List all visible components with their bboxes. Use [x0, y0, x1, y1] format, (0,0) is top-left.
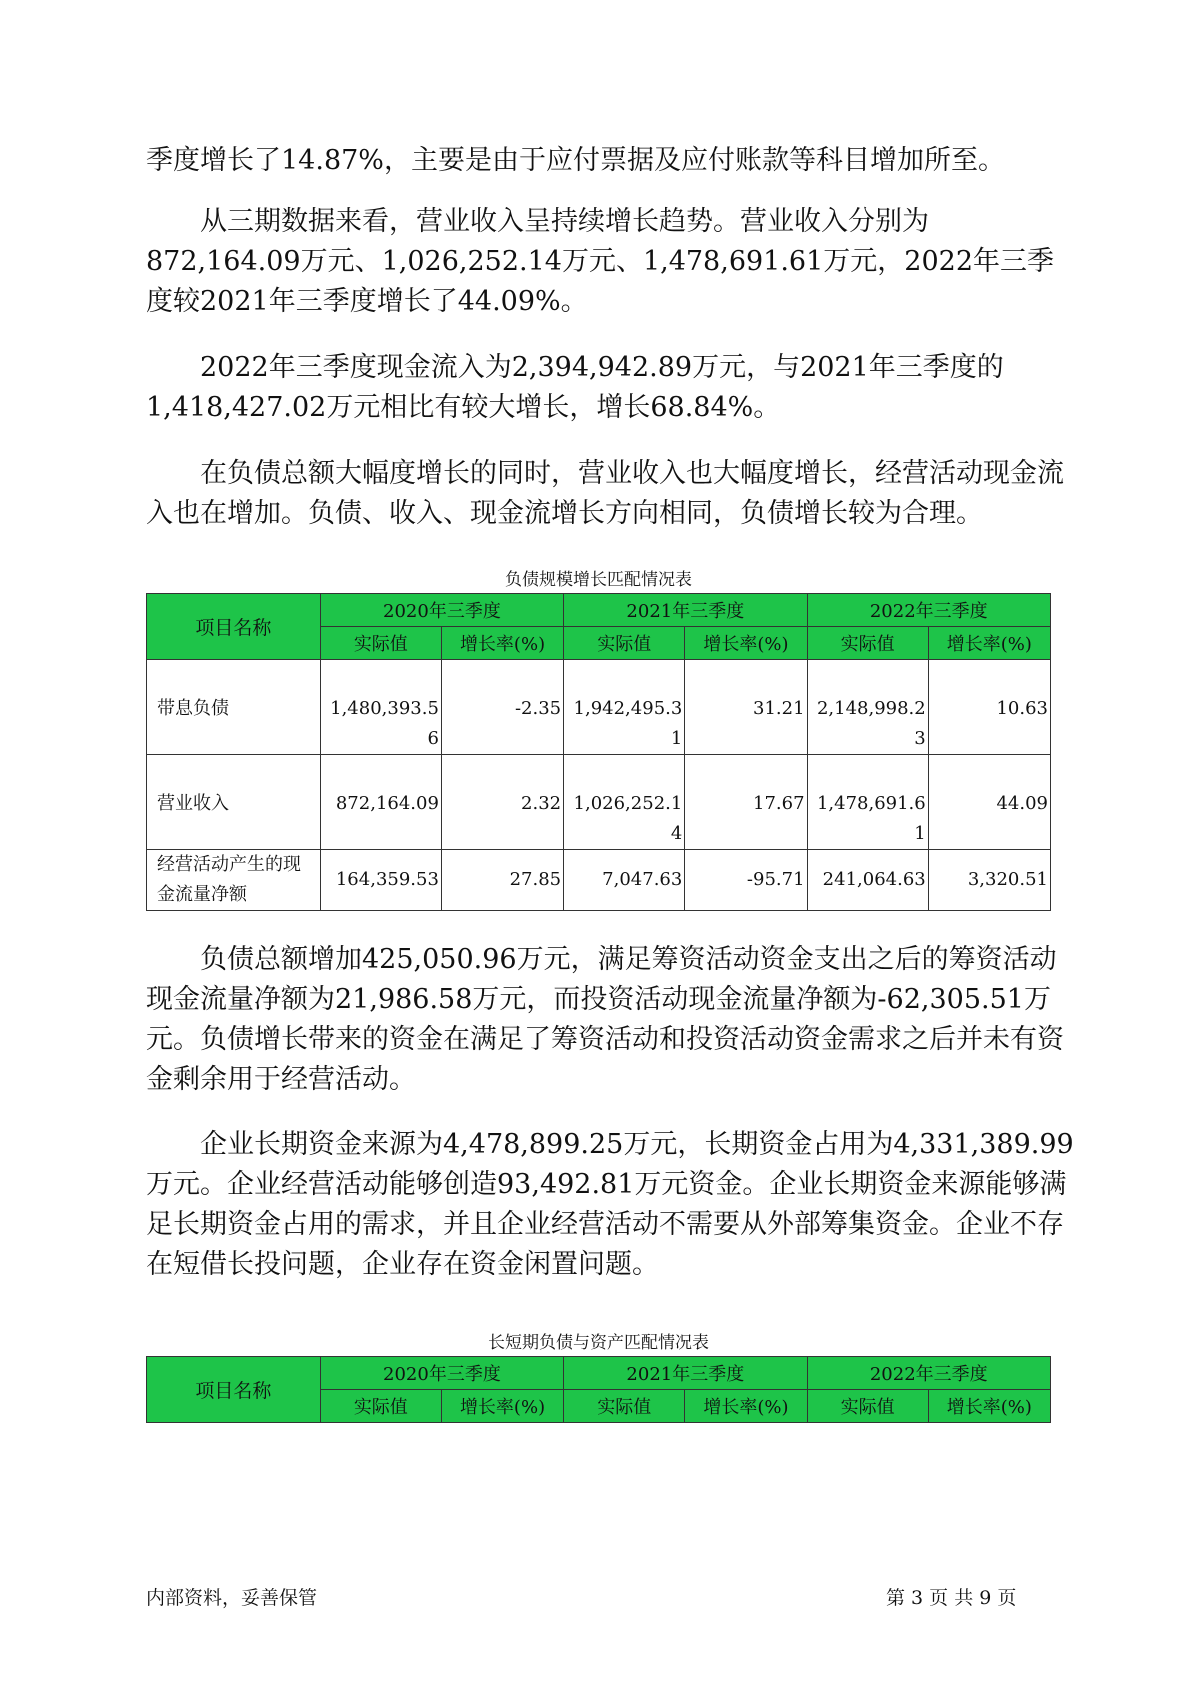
paragraph-continuation: 季度增长了14.87%，主要是由于应付票据及应付账款等科目增加所至。: [146, 145, 1005, 176]
header-period-2021: 2021年三季度: [564, 594, 807, 627]
cell-value: 1,480,393.56: [320, 660, 441, 755]
cell-value: 27.85: [441, 850, 563, 911]
header-actual: 实际值: [320, 627, 441, 660]
header-period-2022: 2022年三季度: [807, 1357, 1050, 1390]
cell-value: 7,047.63: [564, 850, 685, 911]
header-actual: 实际值: [807, 627, 928, 660]
cell-value: 31.21: [685, 660, 807, 755]
cell-value: 1,478,691.61: [807, 755, 928, 850]
header-item-name: 项目名称: [147, 1357, 321, 1423]
cell-value: 2.32: [441, 755, 563, 850]
header-growth: 增长率(%): [928, 1390, 1050, 1423]
debt-scale-table: [146, 593, 1051, 911]
cell-value: 241,064.63: [807, 850, 928, 911]
header-actual: 实际值: [564, 1390, 685, 1423]
cell-value: 44.09: [928, 755, 1050, 850]
paragraph-debt-funding: 负债总额增加425,050.96万元，满足筹资活动资金支出之后的筹资活动现金流量净额为21,986.58万元，而投资活动现金流量净额为-62,305.51万元。负债增长带来的资金在满足了筹资活动和投资活动资金需求之后并未有资金剩余用于经营活动。: [146, 944, 1064, 1095]
header-period-2021: 2021年三季度: [564, 1357, 807, 1390]
table-row: [147, 660, 1051, 755]
row-label: 营业收入: [147, 755, 321, 850]
header-period-2020: 2020年三季度: [320, 1357, 563, 1390]
cell-value: -95.71: [685, 850, 807, 911]
header-growth: 增长率(%): [685, 627, 807, 660]
cell-value: 2,148,998.23: [807, 660, 928, 755]
cell-value: 1,942,495.31: [564, 660, 685, 755]
table-row: [147, 850, 1051, 911]
header-growth: 增长率(%): [441, 1390, 563, 1423]
table-row: [147, 755, 1051, 850]
header-actual: 实际值: [320, 1390, 441, 1423]
header-actual: 实际值: [807, 1390, 928, 1423]
cell-value: 10.63: [928, 660, 1050, 755]
header-period-2020: 2020年三季度: [320, 594, 563, 627]
cell-value: 1,026,252.14: [564, 755, 685, 850]
cell-value: 3,320.51: [928, 850, 1050, 911]
cell-value: 17.67: [685, 755, 807, 850]
cell-value: 164,359.53: [320, 850, 441, 911]
header-growth: 增长率(%): [441, 627, 563, 660]
paragraph-long-term-funds: 企业长期资金来源为4,478,899.25万元，长期资金占用为4,331,389.99万元。企业经营活动能够创造93,492.81万元资金。企业长期资金来源能够满足长期资金占用的需求，并且企业经营活动不需要从外部筹集资金。企业不存在短借长投问题，企业存在资金闲置问题。: [146, 1129, 1074, 1280]
row-label: 带息负债: [147, 660, 321, 755]
paragraph-debt-growth: 在负债总额大幅度增长的同时，营业收入也大幅度增长，经营活动现金流入也在增加。负债、收入、现金流增长方向相同，负债增长较为合理。: [146, 458, 1064, 529]
cell-value: 872,164.09: [320, 755, 441, 850]
paragraph-cashflow: 2022年三季度现金流入为2,394,942.89万元，与2021年三季度的1,418,427.02万元相比有较大增长，增长68.84%。: [146, 352, 1004, 423]
liability-asset-table: [146, 1356, 1051, 1423]
table1-caption: 负债规模增长匹配情况表: [505, 570, 692, 590]
header-item-name: 项目名称: [147, 594, 321, 660]
footer-page-number: 第 3 页 共 9 页: [886, 1587, 1017, 1609]
row-label: 经营活动产生的现金流量净额: [147, 850, 321, 911]
cell-value: -2.35: [441, 660, 563, 755]
footer-confidential-note: 内部资料，妥善保管: [146, 1587, 318, 1609]
header-growth: 增长率(%): [685, 1390, 807, 1423]
table2-caption: 长短期负债与资产匹配情况表: [488, 1333, 709, 1353]
paragraph-revenue: 从三期数据来看，营业收入呈持续增长趋势。营业收入分别为872,164.09万元、1,026,252.14万元、1,478,691.61万元，2022年三季度较2021年三季度增长了44.09%。: [146, 206, 1055, 317]
header-actual: 实际值: [564, 627, 685, 660]
header-period-2022: 2022年三季度: [807, 594, 1050, 627]
header-growth: 增长率(%): [928, 627, 1050, 660]
